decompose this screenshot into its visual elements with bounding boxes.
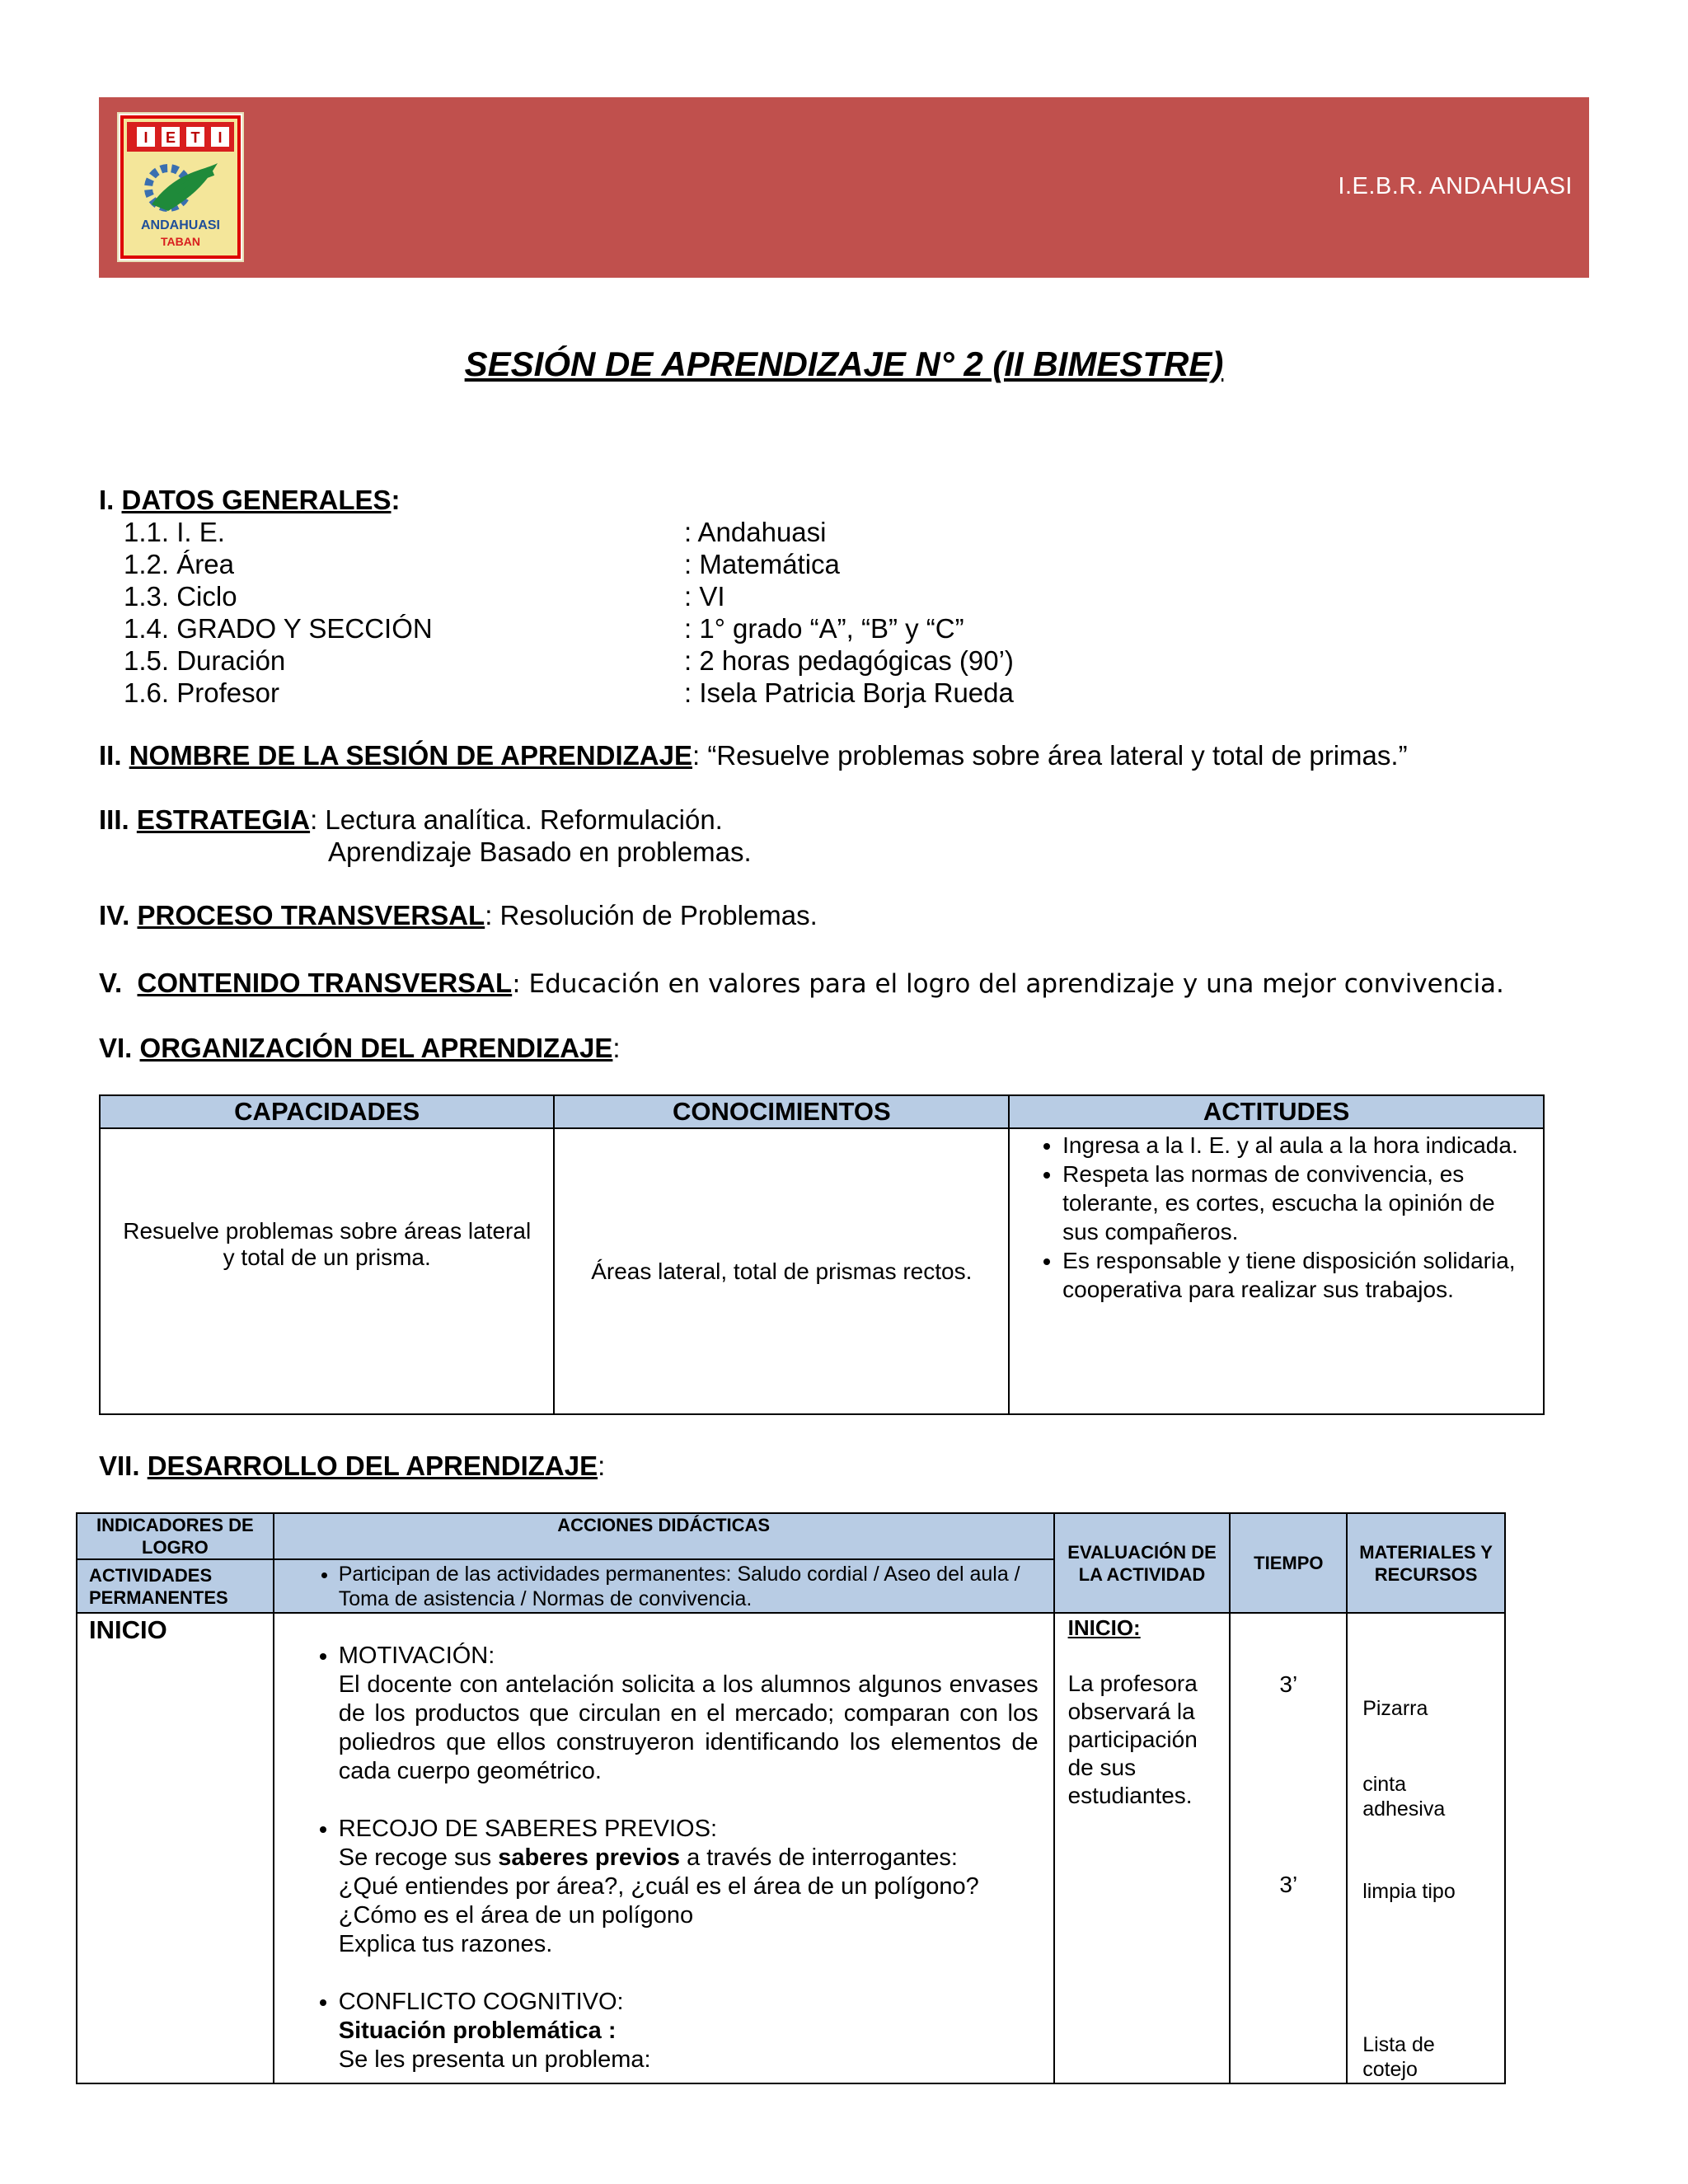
acciones-list bbox=[274, 1642, 1039, 2074]
material-item: limpia tipo bbox=[1362, 1880, 1456, 1903]
tiempo-cell: 3’ 3’ bbox=[1230, 1613, 1347, 2083]
materiales-cell bbox=[1347, 1613, 1505, 2083]
header-band bbox=[99, 97, 1589, 278]
list-item: • Ingresa a la I. E. y al aula a la hora indicada. bbox=[1062, 1131, 1528, 1160]
datos-label: 1.5. Duración bbox=[124, 645, 286, 676]
acciones-cell bbox=[274, 1613, 1054, 2083]
header-indicadores: INDICADORES DE LOGRO bbox=[77, 1513, 274, 1559]
actitudes-cell bbox=[1009, 1128, 1544, 1414]
col-actitudes: ACTITUDES bbox=[1009, 1095, 1544, 1128]
section-contenido: V. CONTENIDO TRANSVERSAL: Educación en valores para el logro del aprendizaje y una mejor convivencia. bbox=[99, 968, 1504, 999]
material-item: Lista de cotejo bbox=[1362, 2033, 1435, 2081]
datos-value: : VI bbox=[684, 581, 725, 612]
header-permanentes: ACTIVIDADES PERMANENTES bbox=[77, 1559, 274, 1613]
permanentes-cell bbox=[274, 1559, 1054, 1613]
col-capacidades: CAPACIDADES bbox=[100, 1095, 554, 1128]
svg-text:ANDAHUASI: ANDAHUASI bbox=[141, 218, 220, 232]
section-datos-heading: I. DATOS GENERALES: bbox=[99, 485, 401, 515]
header-materiales: MATERIALES Y RECURSOS bbox=[1347, 1513, 1505, 1613]
material-item: Pizarra bbox=[1362, 1697, 1428, 1720]
capacidad-cell: Resuelve problemas sobre áreas lateral y total de un prisma. bbox=[100, 1128, 554, 1414]
list-item: • Es responsable y tiene disposición solidaria, cooperativa para realizar sus trabajos. bbox=[1062, 1246, 1528, 1304]
col-conocimientos: CONOCIMIENTOS bbox=[554, 1095, 1009, 1128]
list-item: • RECOJO DE SABERES PREVIOS: Se recoge sus saberes previos a través de interrogantes: ¿Qué entiendes por área?, ¿cuál es el área de un polígono? ¿Cómo es el área de un polígono Explica tus razones. bbox=[339, 1815, 1039, 1959]
development-table bbox=[76, 1512, 1506, 2084]
svg-text:TABAN: TABAN bbox=[161, 235, 200, 248]
section-proceso: IV. PROCESO TRANSVERSAL: Resolución de Problemas. bbox=[99, 900, 818, 930]
datos-label: 1.4. GRADO Y SECCIÓN bbox=[124, 613, 433, 644]
datos-value: : Isela Patricia Borja Rueda bbox=[684, 677, 1014, 708]
header-acciones: ACCIONES DIDÁCTICAS bbox=[274, 1513, 1054, 1559]
list-item: • Respeta las normas de convivencia, es tolerante, es cortes, escucha la opinión de sus compañeros. bbox=[1062, 1160, 1528, 1246]
svg-text:I: I bbox=[218, 129, 223, 146]
section-estrategia: III. ESTRATEGIA: Lectura analítica. Reformulación. bbox=[99, 804, 723, 835]
datos-value: : Matemática bbox=[684, 549, 840, 579]
list-item: • Participan de las actividades permanentes: Saludo cordial / Aseo del aula / Toma de asistencia / Normas de convivencia. bbox=[339, 1562, 1053, 1611]
datos-label: 1.6. Profesor bbox=[124, 677, 279, 708]
section-desarrollo-heading: VII. DESARROLLO DEL APRENDIZAJE: bbox=[99, 1451, 606, 1481]
material-item: cinta adhesiva bbox=[1362, 1773, 1446, 1821]
organization-table bbox=[99, 1094, 1545, 1415]
svg-text:E: E bbox=[165, 129, 176, 146]
section-organizacion-heading: VI. ORGANIZACIÓN DEL APRENDIZAJE: bbox=[99, 1033, 621, 1063]
svg-text:I: I bbox=[143, 129, 148, 146]
header-tiempo: TIEMPO bbox=[1230, 1513, 1347, 1613]
school-logo bbox=[117, 112, 244, 262]
section-nombre: II. NOMBRE DE LA SESIÓN DE APRENDIZAJE: “Resuelve problemas sobre área lateral y total de primas.” bbox=[99, 740, 1408, 771]
header-evaluacion: EVALUACIÓN DE LA ACTIVIDAD bbox=[1054, 1513, 1231, 1613]
list-item: • MOTIVACIÓN: El docente con antelación solicita a los alumnos algunos envases de los productos que circulan en el mercado; comparan con los poliedros que ellos construyeron identificando los elementos de cada cuerpo geométrico. bbox=[339, 1642, 1039, 1786]
conocimiento-cell: Áreas lateral, total de prismas rectos. bbox=[554, 1128, 1009, 1414]
datos-value: : 1° grado “A”, “B” y “C” bbox=[684, 613, 964, 644]
inicio-label: INICIO bbox=[77, 1613, 274, 2083]
datos-label: 1.2. Área bbox=[124, 549, 234, 579]
school-name: I.E.B.R. ANDAHUASI bbox=[1338, 173, 1573, 199]
list-item: • CONFLICTO COGNITIVO: Situación problemática : Se les presenta un problema: bbox=[339, 1988, 1039, 2074]
page-title: SESIÓN DE APRENDIZAJE N° 2 (II BIMESTRE) bbox=[464, 344, 1224, 383]
datos-value: : Andahuasi bbox=[684, 517, 827, 547]
actitudes-list bbox=[1010, 1131, 1528, 1304]
svg-text:T: T bbox=[190, 129, 200, 146]
datos-value: : 2 horas pedagógicas (90’) bbox=[684, 645, 1014, 676]
datos-label: 1.1. I. E. bbox=[124, 517, 225, 547]
estrategia-line2: Aprendizaje Basado en problemas. bbox=[328, 837, 752, 867]
evaluacion-cell: INICIO: La profesora observará la participación de sus estudiantes. bbox=[1054, 1613, 1231, 2083]
datos-label: 1.3. Ciclo bbox=[124, 581, 237, 612]
